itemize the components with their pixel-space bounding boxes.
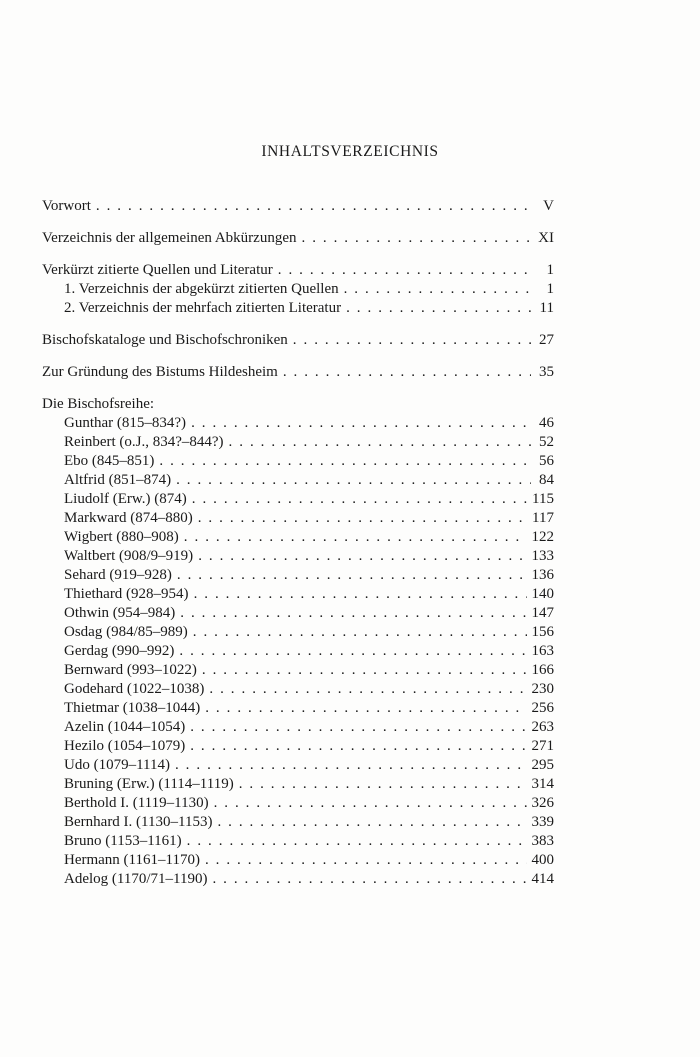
toc-entry-page: 84 xyxy=(539,472,554,488)
toc-entry-label: Bruning (Erw.) (1114–1119) xyxy=(64,776,234,792)
dot-leader xyxy=(177,566,527,585)
toc-entry-bishop[interactable] xyxy=(42,414,554,433)
toc-entry-page: 35 xyxy=(539,364,554,380)
dot-leader xyxy=(278,261,531,280)
dot-leader xyxy=(159,452,531,471)
toc-entry-label: Altfrid (851–874) xyxy=(64,472,172,488)
toc-entry-page: 122 xyxy=(531,529,554,545)
toc-entry-page: 314 xyxy=(531,776,554,792)
toc-entry-page: 140 xyxy=(531,586,554,602)
dot-leader xyxy=(283,363,531,382)
toc-entry-label: Bernward (993–1022) xyxy=(64,662,197,678)
toc-entry-label: 1. Verzeichnis der abgekürzt zitierten Quellen xyxy=(64,281,339,297)
dot-leader xyxy=(293,331,531,350)
toc-entry-quellen[interactable] xyxy=(42,261,554,280)
toc-entry-label: Waltbert (908/9–919) xyxy=(64,548,194,564)
toc-entry-page: 326 xyxy=(531,795,554,811)
toc-entry-page: 136 xyxy=(531,567,554,583)
dot-leader xyxy=(239,775,527,794)
toc-entry-bishop[interactable] xyxy=(42,585,554,604)
toc-entry-bishop[interactable] xyxy=(42,452,554,471)
dot-leader xyxy=(229,433,531,452)
toc-entry-label: Hezilo (1054–1079) xyxy=(64,738,186,754)
toc-entry-bishop[interactable] xyxy=(42,680,554,699)
toc-entry-page: 295 xyxy=(531,757,554,773)
dot-leader xyxy=(214,794,527,813)
toc-entry-label: Liudolf (Erw.) (874) xyxy=(64,491,187,507)
toc-entry-label: Bruno (1153–1161) xyxy=(64,833,182,849)
toc-entry-label: Sehard (919–928) xyxy=(64,567,172,583)
dot-leader xyxy=(194,585,527,604)
toc-entry-label: Zur Gründung des Bistums Hildesheim xyxy=(42,364,278,380)
toc-subentry[interactable] xyxy=(42,280,554,299)
toc-subentry[interactable] xyxy=(42,299,554,318)
toc-entry-label: Ebo (845–851) xyxy=(64,453,155,469)
toc-entry-page: 56 xyxy=(539,453,554,469)
toc-entry-bishop[interactable] xyxy=(42,737,554,756)
dot-leader xyxy=(180,604,526,623)
toc-entry-label: Othwin (954–984) xyxy=(64,605,176,621)
toc-entry-bishop[interactable] xyxy=(42,832,554,851)
toc-entry-label: Udo (1079–1114) xyxy=(64,757,170,773)
toc-entry-page: 46 xyxy=(539,415,554,431)
toc-entry-page: 156 xyxy=(531,624,554,640)
toc-entry-page: 11 xyxy=(539,300,554,316)
dot-leader xyxy=(179,642,526,661)
toc-entry-label: Gunthar (815–834?) xyxy=(64,415,187,431)
toc-entry-bishop[interactable] xyxy=(42,547,554,566)
toc-entry-label: Verkürzt zitierte Quellen und Literatur xyxy=(42,262,273,278)
dot-leader xyxy=(198,547,526,566)
toc-entry-label: Gerdag (990–992) xyxy=(64,643,175,659)
toc-entry-bishop[interactable] xyxy=(42,509,554,528)
dot-leader xyxy=(191,414,531,433)
dot-leader xyxy=(176,471,531,490)
toc-entry-bishop[interactable] xyxy=(42,775,554,794)
toc-entry-bishop[interactable] xyxy=(42,490,554,509)
toc-entry-bishop[interactable] xyxy=(42,851,554,870)
toc-entry-label: 2. Verzeichnis der mehrfach zitierten Literatur xyxy=(64,300,342,316)
dot-leader xyxy=(217,813,526,832)
dot-leader xyxy=(302,229,532,248)
toc-entry-label: Thietmar (1038–1044) xyxy=(64,700,201,716)
toc-entry-label: Markward (874–880) xyxy=(64,510,193,526)
toc-entry-bishop[interactable] xyxy=(42,813,554,832)
dot-leader xyxy=(198,509,527,528)
section-heading-bischofsreihe: Die Bischofsreihe: xyxy=(42,396,155,412)
toc-entry-bishop[interactable] xyxy=(42,661,554,680)
dot-leader xyxy=(346,299,531,318)
toc-entry-page: 271 xyxy=(531,738,554,754)
toc-entry-bishop[interactable] xyxy=(42,604,554,623)
toc-entry-bishop[interactable] xyxy=(42,794,554,813)
toc-entry-page: 339 xyxy=(531,814,554,830)
toc-entry-gruendung[interactable] xyxy=(42,363,554,382)
toc-entry-page: 256 xyxy=(531,700,554,716)
toc-entry-label: Adelog (1170/71–1190) xyxy=(64,871,208,887)
toc-entry-page: V xyxy=(543,198,554,214)
bishop-list xyxy=(42,414,554,889)
toc-entry-page: 133 xyxy=(531,548,554,564)
dot-leader xyxy=(190,737,526,756)
toc-entry-page: 414 xyxy=(531,871,554,887)
toc-entry-label: Azelin (1044–1054) xyxy=(64,719,186,735)
dot-leader xyxy=(193,623,527,642)
toc-entry-label: Bischofskataloge und Bischofschroniken xyxy=(42,332,288,348)
toc-entry-page: 383 xyxy=(531,833,554,849)
toc-entry-abkuerzungen[interactable] xyxy=(42,229,554,248)
toc-entry-bishop[interactable] xyxy=(42,433,554,452)
dot-leader xyxy=(212,870,526,889)
toc-entry-page: 163 xyxy=(531,643,554,659)
toc-entry-label: Berthold I. (1119–1130) xyxy=(64,795,209,811)
toc-entry-label: Godehard (1022–1038) xyxy=(64,681,205,697)
toc-entry-page: 147 xyxy=(531,605,554,621)
toc-entry-bishop[interactable] xyxy=(42,699,554,718)
toc-entry-bishop[interactable] xyxy=(42,566,554,585)
page-title: INHALTSVERZEICHNIS xyxy=(261,143,439,160)
dot-leader xyxy=(344,280,531,299)
dot-leader xyxy=(184,528,527,547)
toc-entry-page: 117 xyxy=(532,510,554,526)
toc-entry-page: XI xyxy=(538,230,554,246)
toc-entry-vorwort[interactable] xyxy=(42,197,554,216)
dot-leader xyxy=(96,197,531,216)
dot-leader xyxy=(190,718,526,737)
toc-entry-bishop[interactable] xyxy=(42,642,554,661)
toc-entry-page: 1 xyxy=(546,262,554,278)
toc-entry-page: 230 xyxy=(531,681,554,697)
toc-entry-bishop[interactable] xyxy=(42,870,554,889)
toc-entry-bishop[interactable] xyxy=(42,623,554,642)
toc-entry-label: Bernhard I. (1130–1153) xyxy=(64,814,213,830)
toc-entry-page: 1 xyxy=(546,281,554,297)
toc-entry-page: 263 xyxy=(531,719,554,735)
table-of-contents xyxy=(42,197,554,889)
toc-entry-page: 400 xyxy=(531,852,554,868)
toc-entry-page: 52 xyxy=(539,434,554,450)
toc-entry-page: 166 xyxy=(531,662,554,678)
toc-entry-page: 115 xyxy=(532,491,554,507)
toc-entry-label: Vorwort xyxy=(42,198,91,214)
dot-leader xyxy=(202,661,527,680)
toc-entry-bishop[interactable] xyxy=(42,756,554,775)
dot-leader xyxy=(187,832,527,851)
toc-entry-kataloge[interactable] xyxy=(42,331,554,350)
dot-leader xyxy=(205,851,527,870)
toc-entry-label: Wigbert (880–908) xyxy=(64,529,179,545)
dot-leader xyxy=(209,680,526,699)
dot-leader xyxy=(205,699,526,718)
dot-leader xyxy=(175,756,527,775)
toc-entry-label: Osdag (984/85–989) xyxy=(64,624,188,640)
toc-entry-bishop[interactable] xyxy=(42,718,554,737)
toc-entry-label: Hermann (1161–1170) xyxy=(64,852,200,868)
dot-leader xyxy=(192,490,527,509)
toc-entry-label: Thiethard (928–954) xyxy=(64,586,189,602)
toc-entry-page: 27 xyxy=(539,332,554,348)
toc-entry-label: Reinbert (o.J., 834?–844?) xyxy=(64,434,224,450)
toc-entry-bishop[interactable] xyxy=(42,471,554,490)
toc-entry-bishop[interactable] xyxy=(42,528,554,547)
toc-entry-label: Verzeichnis der allgemeinen Abkürzungen xyxy=(42,230,297,246)
